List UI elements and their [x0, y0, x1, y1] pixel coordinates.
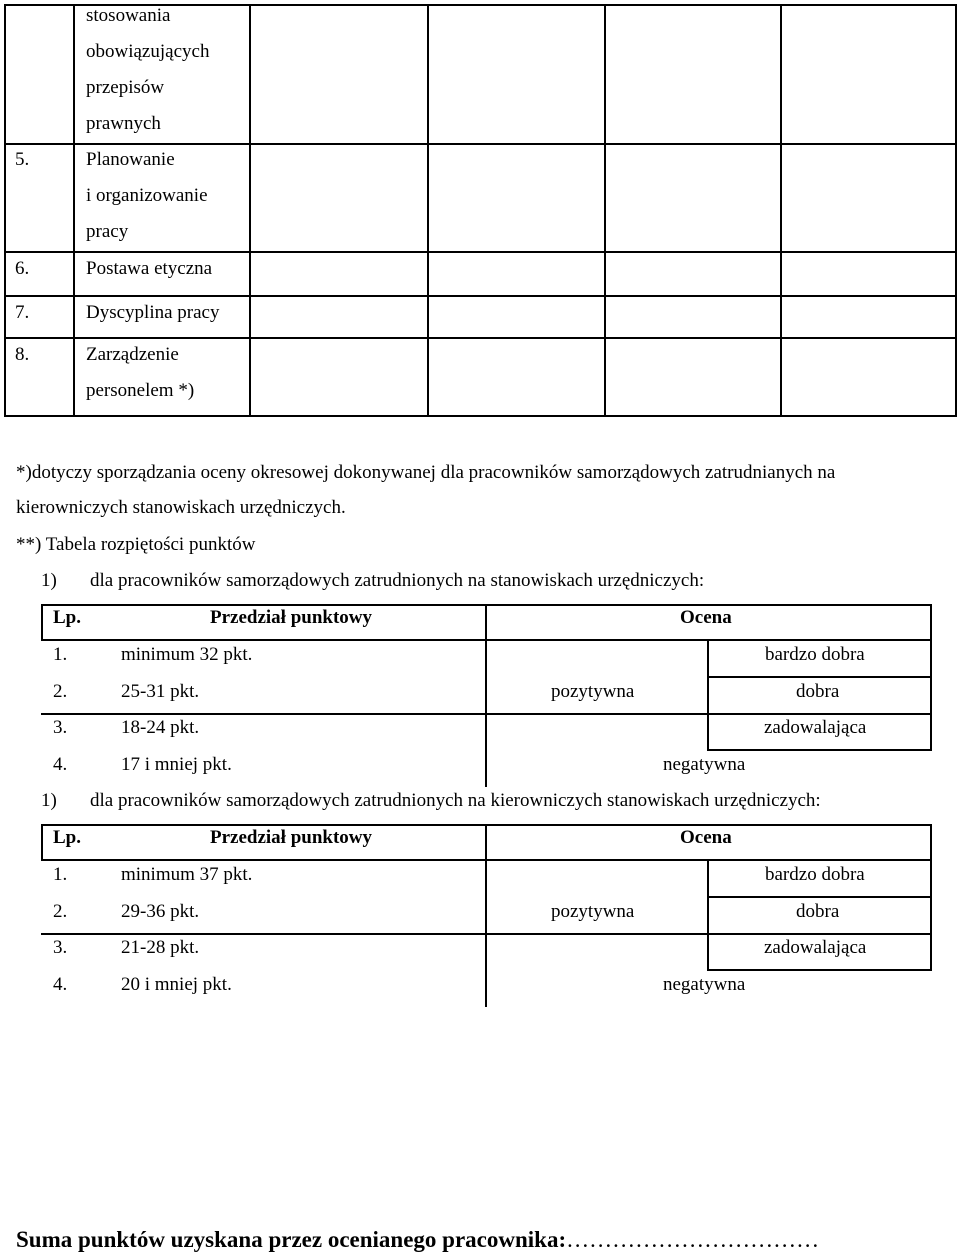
- header-rating: Ocena: [680, 607, 732, 628]
- criterion-line: pracy: [86, 221, 129, 242]
- row-lp: 3.: [53, 937, 68, 958]
- table-border: [780, 4, 782, 417]
- criterion-line: i organizowanie: [86, 185, 208, 206]
- row-rating: bardzo dobra: [765, 864, 865, 885]
- points-range-title: **) Tabela rozpiętości punktów: [16, 534, 256, 555]
- criterion-line: obowiązujących: [86, 41, 210, 62]
- group-positive: pozytywna: [551, 901, 635, 922]
- table-border: [707, 969, 932, 971]
- table1-caption: dla pracowników samorządowych zatrudnionych na stanowiskach urzędniczych:: [90, 570, 705, 591]
- header-lp: Lp.: [53, 827, 81, 848]
- table-border: [249, 4, 251, 417]
- criterion-number: 8.: [15, 344, 30, 365]
- criterion-line: przepisów: [86, 77, 165, 98]
- criterion-line: personelem *): [86, 380, 195, 401]
- criterion-number: 5.: [15, 149, 30, 170]
- points-sum-line: [16, 1227, 819, 1253]
- table-border: [955, 4, 957, 417]
- header-lp: Lp.: [53, 607, 81, 628]
- table-border: [4, 251, 957, 253]
- criterion-number: 7.: [15, 302, 30, 323]
- row-range: 18-24 pkt.: [121, 717, 200, 738]
- group-negative: negatywna: [663, 754, 746, 775]
- table-border: [4, 295, 957, 297]
- row-rating: zadowalająca: [764, 717, 867, 738]
- table-border: [4, 143, 957, 145]
- table-border: [41, 824, 43, 860]
- row-lp: 1.: [53, 644, 68, 665]
- table-border: [4, 4, 6, 417]
- row-range: 29-36 pkt.: [121, 901, 200, 922]
- criterion-number: 6.: [15, 258, 30, 279]
- table-border: [427, 4, 429, 417]
- row-lp: 1.: [53, 864, 68, 885]
- row-range: 21-28 pkt.: [121, 937, 200, 958]
- table-border: [485, 824, 487, 1007]
- row-range: minimum 37 pkt.: [121, 864, 253, 885]
- row-range: 25-31 pkt.: [121, 681, 200, 702]
- table-border: [4, 415, 957, 417]
- table-border: [707, 859, 709, 971]
- table-border: [73, 4, 75, 417]
- table-border: [707, 749, 932, 751]
- table-border: [930, 604, 932, 751]
- table-border: [930, 824, 932, 971]
- row-lp: 3.: [53, 717, 68, 738]
- table-border: [41, 604, 43, 640]
- table-border: [707, 896, 932, 898]
- points-sum-label: Suma punktów uzyskana przez ocenianego pracownika:: [16, 1227, 567, 1252]
- points-sum-dots: ……………………………: [566, 1227, 820, 1252]
- header-rating: Ocena: [680, 827, 732, 848]
- row-range: minimum 32 pkt.: [121, 644, 253, 665]
- table2-caption-number: 1): [41, 790, 57, 811]
- table-border: [707, 639, 709, 751]
- row-lp: 4.: [53, 974, 68, 995]
- row-range: 20 i mniej pkt.: [121, 974, 232, 995]
- row-rating: dobra: [796, 901, 840, 922]
- criterion-line: Zarządzenie: [86, 344, 179, 365]
- criterion-line: Planowanie: [86, 149, 175, 170]
- table-border: [707, 676, 932, 678]
- criterion-line: stosowania: [86, 5, 171, 26]
- table-border: [485, 604, 487, 787]
- table2-caption: dla pracowników samorządowych zatrudnionych na kierowniczych stanowiskach urzędniczych:: [90, 790, 821, 811]
- row-lp: 2.: [53, 681, 68, 702]
- row-range: 17 i mniej pkt.: [121, 754, 232, 775]
- group-positive: pozytywna: [551, 681, 635, 702]
- footnote-star-line: *)dotyczy sporządzania oceny okresowej dokonywanej dla pracowników samorządowych zatrudnianych na: [16, 462, 836, 483]
- footnote-star-line: kierowniczych stanowiskach urzędniczych.: [16, 497, 346, 518]
- criterion-line: Postawa etyczna: [86, 258, 213, 279]
- table-border: [4, 337, 957, 339]
- header-range: Przedział punktowy: [210, 827, 373, 848]
- row-rating: zadowalająca: [764, 937, 867, 958]
- row-rating: dobra: [796, 681, 840, 702]
- row-lp: 4.: [53, 754, 68, 775]
- row-lp: 2.: [53, 901, 68, 922]
- row-rating: bardzo dobra: [765, 644, 865, 665]
- criterion-line: prawnych: [86, 113, 161, 134]
- group-negative: negatywna: [663, 974, 746, 995]
- table1-caption-number: 1): [41, 570, 57, 591]
- table-border: [604, 4, 606, 417]
- criterion-line: Dyscyplina pracy: [86, 302, 220, 323]
- header-range: Przedział punktowy: [210, 607, 373, 628]
